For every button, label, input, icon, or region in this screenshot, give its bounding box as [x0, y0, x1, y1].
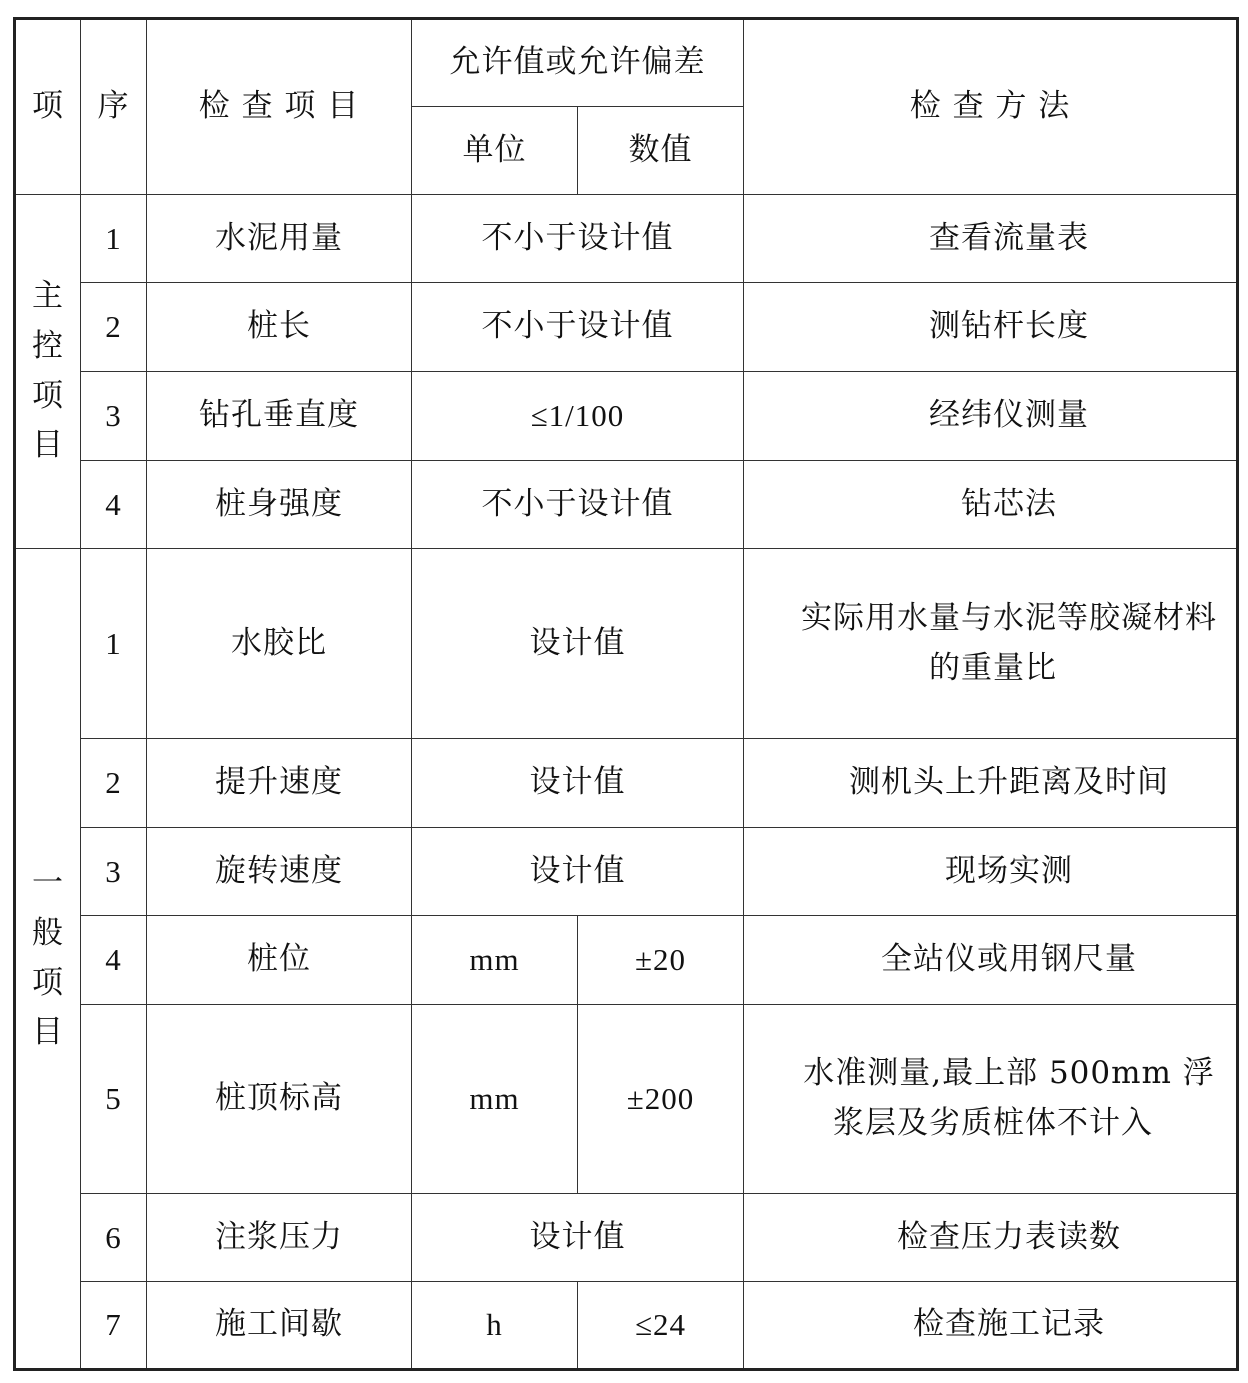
table-row [15, 1282, 1238, 1370]
row-unit: mm [412, 1005, 578, 1194]
header-unit: 单位 [412, 107, 578, 195]
row-method: 经纬仪测量 [744, 372, 1238, 461]
table-row [15, 461, 1238, 549]
row-allowable: 不小于设计值 [412, 195, 744, 283]
group-label-main: 主控项目 [15, 195, 81, 549]
row-item: 桩身强度 [147, 461, 412, 549]
row-method: 水准测量,最上部 500mm 浮浆层及劣质桩体不计入 [744, 1005, 1238, 1194]
header-value: 数值 [578, 107, 744, 195]
header-check-item: 检 查 项 目 [147, 19, 412, 195]
row-seq: 4 [81, 461, 147, 549]
header-row [15, 19, 1238, 107]
row-unit: h [412, 1282, 578, 1370]
row-allowable: 设计值 [412, 739, 744, 828]
row-method: 测机头上升距离及时间 [744, 739, 1238, 828]
row-method: 全站仪或用钢尺量 [744, 916, 1238, 1005]
table-row [15, 916, 1238, 1005]
row-seq: 3 [81, 828, 147, 916]
header-method: 检 查 方 法 [744, 19, 1238, 195]
row-allowable: ≤1/100 [412, 372, 744, 461]
header-allowable: 允许值或允许偏差 [412, 19, 744, 107]
table-row [15, 1005, 1238, 1194]
row-seq: 7 [81, 1282, 147, 1370]
row-seq: 1 [81, 549, 147, 739]
header-item: 项 [15, 19, 81, 195]
row-seq: 1 [81, 195, 147, 283]
table-row [15, 372, 1238, 461]
row-allowable: 设计值 [412, 1194, 744, 1282]
row-item: 施工间歇 [147, 1282, 412, 1370]
row-seq: 4 [81, 916, 147, 1005]
row-method: 钻芯法 [744, 461, 1238, 549]
table-row [15, 828, 1238, 916]
row-allowable: 设计值 [412, 549, 744, 739]
row-item: 旋转速度 [147, 828, 412, 916]
row-method: 检查压力表读数 [744, 1194, 1238, 1282]
row-seq: 2 [81, 283, 147, 372]
row-item: 桩顶标高 [147, 1005, 412, 1194]
header-seq: 序 [81, 19, 147, 195]
table-row [15, 1194, 1238, 1282]
row-method: 查看流量表 [744, 195, 1238, 283]
row-method: 测钻杆长度 [744, 283, 1238, 372]
row-allowable: 不小于设计值 [412, 461, 744, 549]
row-method: 实际用水量与水泥等胶凝材料的重量比 [744, 549, 1238, 739]
inspection-standard-table [13, 17, 1239, 1371]
row-value: ±20 [578, 916, 744, 1005]
row-method: 检查施工记录 [744, 1282, 1238, 1370]
row-allowable: 不小于设计值 [412, 283, 744, 372]
row-item: 注浆压力 [147, 1194, 412, 1282]
row-value: ±200 [578, 1005, 744, 1194]
table-row [15, 283, 1238, 372]
row-unit: mm [412, 916, 578, 1005]
row-seq: 2 [81, 739, 147, 828]
row-item: 桩长 [147, 283, 412, 372]
row-allowable: 设计值 [412, 828, 744, 916]
group-label-general: 一般项目 [15, 549, 81, 1370]
row-method: 现场实测 [744, 828, 1238, 916]
row-item: 提升速度 [147, 739, 412, 828]
table-row [15, 549, 1238, 739]
row-item: 桩位 [147, 916, 412, 1005]
row-item: 水泥用量 [147, 195, 412, 283]
row-seq: 3 [81, 372, 147, 461]
row-seq: 6 [81, 1194, 147, 1282]
table-row [15, 195, 1238, 283]
row-item: 钻孔垂直度 [147, 372, 412, 461]
table-row [15, 739, 1238, 828]
row-item: 水胶比 [147, 549, 412, 739]
row-seq: 5 [81, 1005, 147, 1194]
row-value: ≤24 [578, 1282, 744, 1370]
